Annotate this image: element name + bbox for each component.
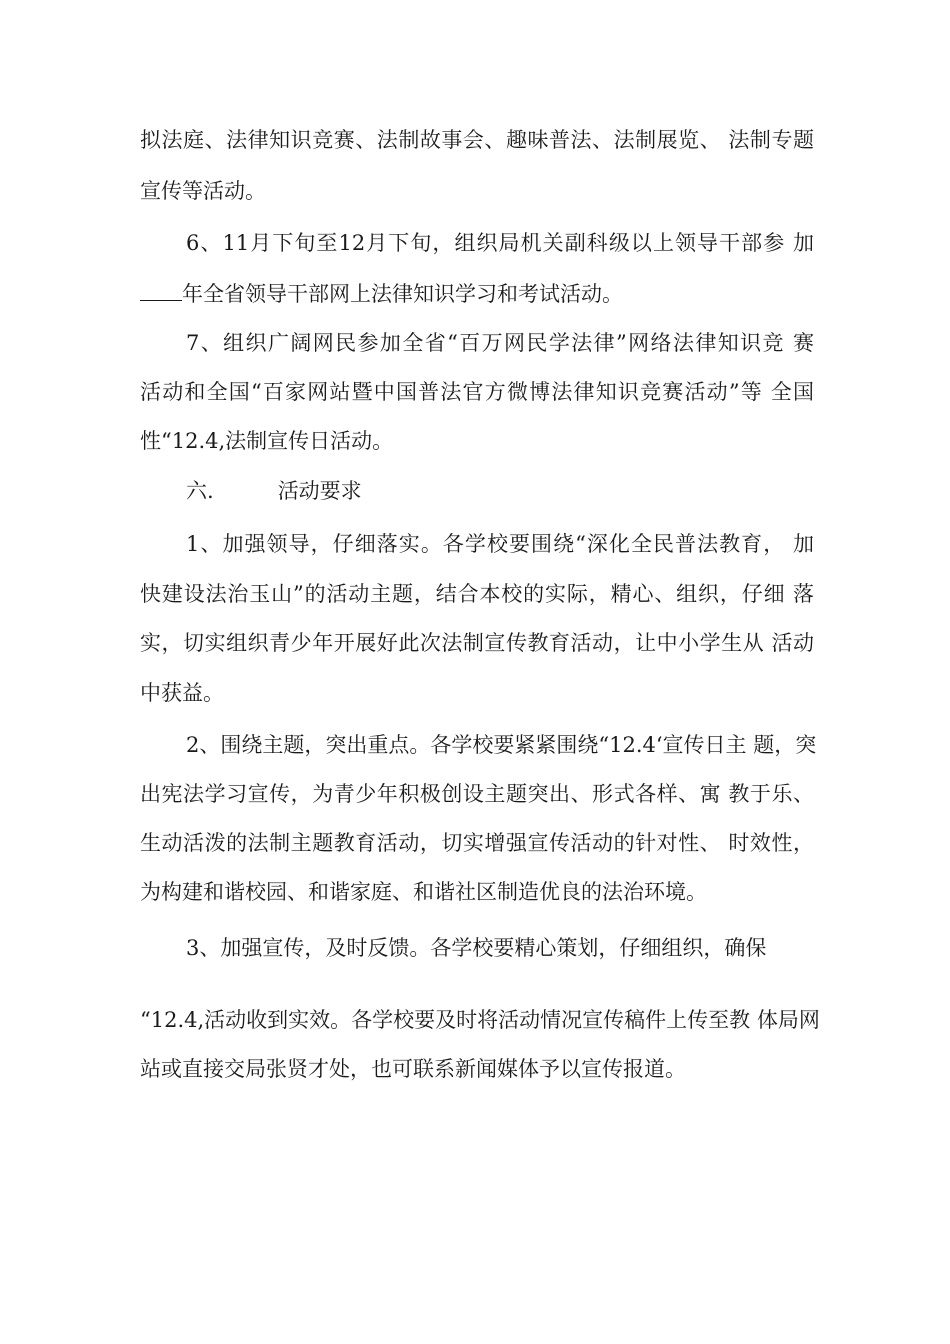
paragraph-line: 快建设法治玉山”的活动主题，结合本校的实际，精心、组织，仔细 落 xyxy=(140,582,814,606)
paragraph-line: 2、围绕主题，突出重点。各学校要紧紧围绕“12.4‘宣传日主 题，突 xyxy=(186,733,817,757)
fill-in-blank xyxy=(140,282,182,301)
paragraph-line: 中获益。 xyxy=(140,681,224,705)
paragraph-line xyxy=(140,281,623,307)
paragraph-line: 7、组织广阔网民参加全省“百万网民学法律”网络法律知识竞 赛 xyxy=(186,331,814,355)
paragraph-line: 活动和全国“百家网站暨中国普法官方微博法律知识竞赛活动”等 全国 xyxy=(140,380,814,404)
paragraph-line: 为构建和谐校园、和谐家庭、和谐社区制造优良的法治环境。 xyxy=(140,880,707,904)
section-heading xyxy=(186,478,362,504)
paragraph-line: 3、加强宣传，及时反馈。各学校要精心策划，仔细组织，确保 xyxy=(186,936,767,960)
paragraph-line: 出宪法学习宣传，为青少年积极创设主题突出、形式各样、寓 教于乐、 xyxy=(140,782,814,806)
paragraph-line: “12.4,活动收到实效。各学校要及时将活动情况宣传稿件上传至教 体局网 xyxy=(140,1008,820,1032)
paragraph-line: 拟法庭、法律知识竞赛、法制故事会、趣味普法、法制展览、 法制专题 xyxy=(140,128,814,152)
paragraph-line: 实，切实组织青少年开展好此次法制宣传教育活动，让中小学生从 活动 xyxy=(140,631,814,655)
paragraph-line: 宣传等活动。 xyxy=(140,179,266,203)
section-title: 活动要求 xyxy=(277,479,362,503)
paragraph-line: 1、加强领导，仔细落实。各学校要围绕“深化全民普法教育， 加 xyxy=(186,532,814,556)
paragraph-line: 6、11月下旬至12月下旬，组织局机关副科级以上领导干部参 加 xyxy=(186,231,814,255)
section-number: 六. xyxy=(186,479,214,503)
paragraph-line-text: 年全省领导干部网上法律知识学习和考试活动。 xyxy=(182,282,623,306)
paragraph-line: 生动活泼的法制主题教育活动，切实增强宣传活动的针对性、 时效性， xyxy=(140,831,814,855)
paragraph-line: 站或直接交局张贤才处，也可联系新闻媒体予以宣传报道。 xyxy=(140,1057,686,1081)
paragraph-line: 性“12.4,法制宣传日活动。 xyxy=(140,429,394,453)
